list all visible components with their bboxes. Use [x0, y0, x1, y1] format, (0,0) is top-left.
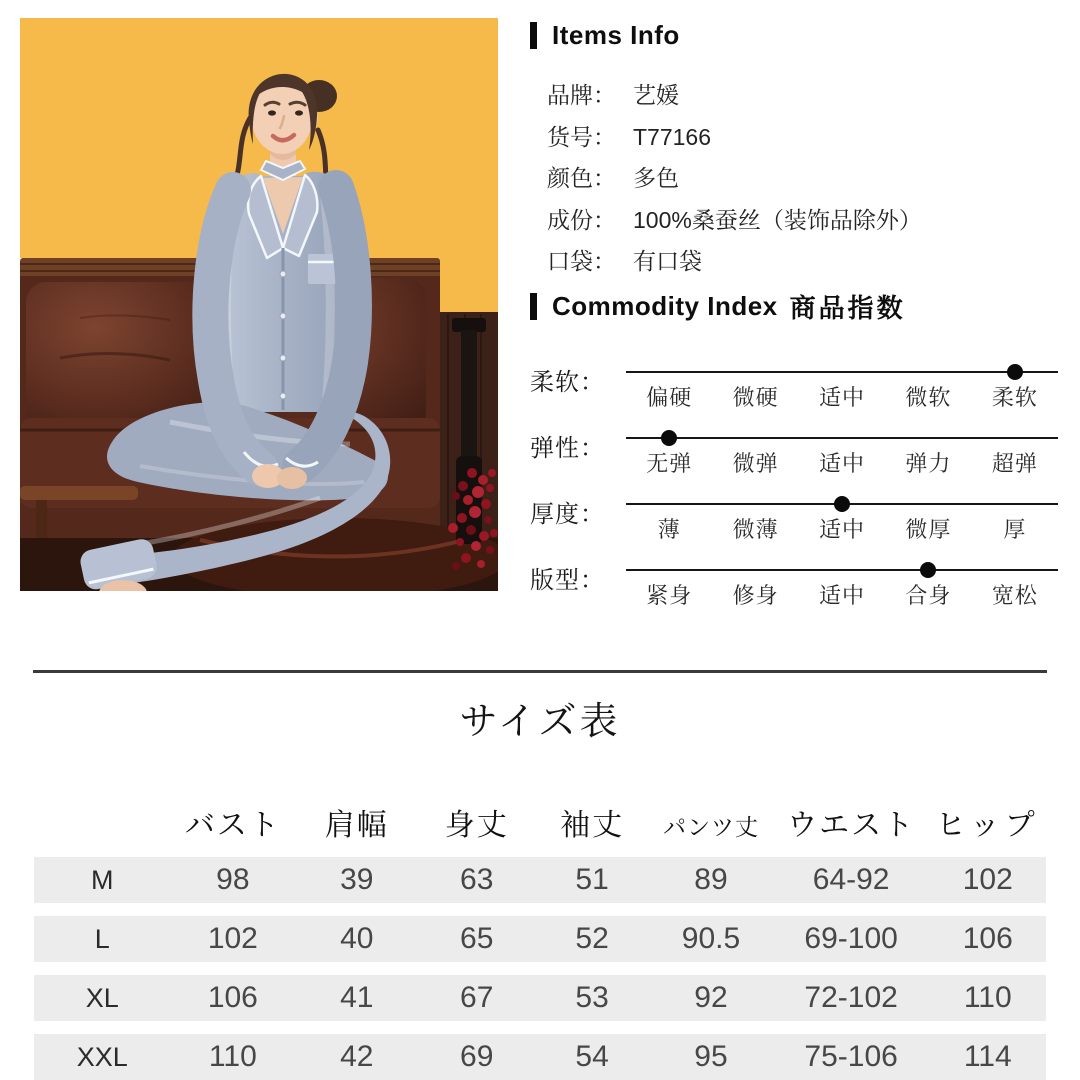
info-row — [547, 117, 1062, 159]
size-value: 52 — [575, 922, 609, 955]
size-label: XL — [85, 982, 119, 1013]
size-col-header: バスト — [184, 809, 281, 842]
slider-options — [626, 513, 1058, 544]
size-value: 102 — [962, 863, 1013, 896]
commodity-index-section — [530, 288, 1062, 625]
size-col-header: ウエスト — [787, 809, 916, 842]
commodity-index-title-en: Commodity Index — [552, 291, 778, 321]
size-col-header: 袖丈 — [560, 809, 625, 842]
slider-option: 偏硬 — [646, 385, 693, 410]
info-row — [547, 241, 1062, 283]
model-photo — [20, 18, 498, 591]
size-row-L — [34, 916, 1046, 962]
size-chart-table — [34, 800, 1046, 1080]
size-value: 89 — [694, 863, 728, 896]
size-value: 65 — [460, 922, 494, 955]
size-value: 63 — [460, 863, 494, 896]
info-label: 品牌： — [547, 82, 616, 108]
info-row — [547, 200, 1062, 242]
info-value: 艺媛 — [633, 82, 679, 108]
items-info-heading — [530, 20, 1062, 51]
size-label: XXL — [76, 1041, 128, 1072]
size-value: 42 — [340, 1040, 374, 1073]
section-divider — [33, 670, 1047, 673]
slider-option: 适中 — [819, 451, 866, 476]
info-value: 100%桑蚕丝（装饰品除外） — [633, 206, 922, 233]
size-value: 54 — [575, 1040, 609, 1073]
slider-scale — [626, 361, 1058, 427]
size-label: M — [91, 864, 114, 895]
slider-dot — [920, 562, 936, 578]
commodity-slider-row — [530, 361, 1062, 427]
slider-option: 紧身 — [646, 583, 693, 608]
size-row-XXL — [34, 1034, 1046, 1080]
slider-dot — [661, 430, 677, 446]
slider-option: 微弹 — [732, 451, 779, 476]
commodity-sliders — [530, 361, 1062, 625]
size-value: 102 — [207, 922, 258, 955]
slider-dot — [834, 496, 850, 512]
size-col-header: パンツ丈 — [662, 815, 759, 840]
slider-option: 超弹 — [991, 451, 1038, 476]
info-label: 货号： — [547, 123, 616, 150]
commodity-index-title-cjk: 商品指数 — [789, 293, 906, 323]
size-row-M — [34, 857, 1046, 903]
slider-option: 适中 — [819, 583, 866, 608]
commodity-slider-row — [530, 427, 1062, 493]
slider-options — [626, 579, 1058, 610]
info-label: 成份： — [547, 206, 616, 233]
commodity-slider-row — [530, 559, 1062, 625]
slider-options — [626, 381, 1058, 412]
items-info-section — [530, 20, 1062, 283]
info-label: 颜色： — [547, 165, 616, 191]
items-info-title: Items Info — [552, 20, 680, 50]
slider-option: 厚 — [1003, 517, 1027, 542]
size-chart-body — [34, 857, 1046, 1080]
size-value: 90.5 — [681, 922, 741, 955]
info-row — [547, 75, 1062, 117]
heading-bar — [530, 22, 537, 49]
slider-option: 适中 — [819, 517, 866, 542]
size-value: 41 — [340, 981, 374, 1014]
size-value: 92 — [694, 981, 728, 1014]
size-value: 106 — [207, 981, 258, 1014]
size-value: 53 — [575, 981, 609, 1014]
slider-option: 无弹 — [646, 451, 693, 476]
slider-option: 合身 — [905, 583, 952, 608]
size-col-header: ヒップ — [935, 809, 1040, 842]
slider-label: 厚度： — [530, 501, 605, 528]
size-value: 39 — [340, 863, 374, 896]
size-value: 95 — [694, 1040, 728, 1073]
model-photo-illustration — [20, 18, 498, 591]
size-value: 114 — [963, 1040, 1012, 1073]
size-value: 98 — [216, 863, 250, 896]
slider-option: 微厚 — [905, 517, 952, 542]
slider-option: 微硬 — [732, 385, 779, 410]
info-row — [547, 158, 1062, 200]
info-label: 口袋： — [547, 248, 616, 274]
slider-dot — [1007, 364, 1023, 380]
size-value: 51 — [575, 863, 609, 896]
commodity-index-heading — [530, 288, 1062, 325]
info-value: T77166 — [633, 123, 712, 150]
size-chart-title: サイズ表 — [459, 701, 621, 743]
slider-track — [626, 437, 1058, 439]
slider-scale — [626, 427, 1058, 493]
size-value: 72-102 — [804, 981, 898, 1014]
slider-option: 宽松 — [991, 583, 1038, 608]
size-col-header: 肩幅 — [324, 809, 389, 842]
size-value: 64-92 — [812, 863, 890, 896]
size-value: 110 — [963, 981, 1012, 1014]
slider-scale — [626, 559, 1058, 625]
size-chart-header-row — [34, 800, 1046, 844]
size-row-XL — [34, 975, 1046, 1021]
size-col-header: 身丈 — [444, 809, 509, 842]
slider-track — [626, 569, 1058, 571]
items-info-rows — [547, 75, 1062, 283]
info-value: 有口袋 — [633, 248, 702, 274]
size-value: 106 — [962, 922, 1013, 955]
size-value: 69 — [460, 1040, 494, 1073]
slider-option: 微薄 — [732, 517, 779, 542]
info-value: 多色 — [633, 165, 679, 191]
slider-label: 柔软： — [530, 369, 605, 396]
slider-scale — [626, 493, 1058, 559]
size-value: 67 — [460, 981, 494, 1014]
commodity-slider-row — [530, 493, 1062, 559]
slider-label: 版型： — [530, 567, 605, 594]
slider-option: 弹力 — [905, 451, 952, 476]
slider-option: 微软 — [905, 385, 952, 410]
heading-bar — [530, 293, 537, 320]
slider-track — [626, 371, 1058, 373]
slider-option: 适中 — [819, 385, 866, 410]
slider-option: 柔软 — [991, 385, 1038, 410]
slider-option: 薄 — [657, 517, 681, 542]
size-value: 75-106 — [804, 1040, 898, 1073]
size-label: L — [94, 923, 110, 954]
slider-option: 修身 — [732, 583, 779, 608]
size-value: 110 — [208, 1040, 257, 1073]
size-value: 40 — [340, 922, 374, 955]
slider-options — [626, 447, 1058, 478]
slider-label: 弹性： — [530, 435, 605, 462]
size-value: 69-100 — [804, 922, 898, 955]
